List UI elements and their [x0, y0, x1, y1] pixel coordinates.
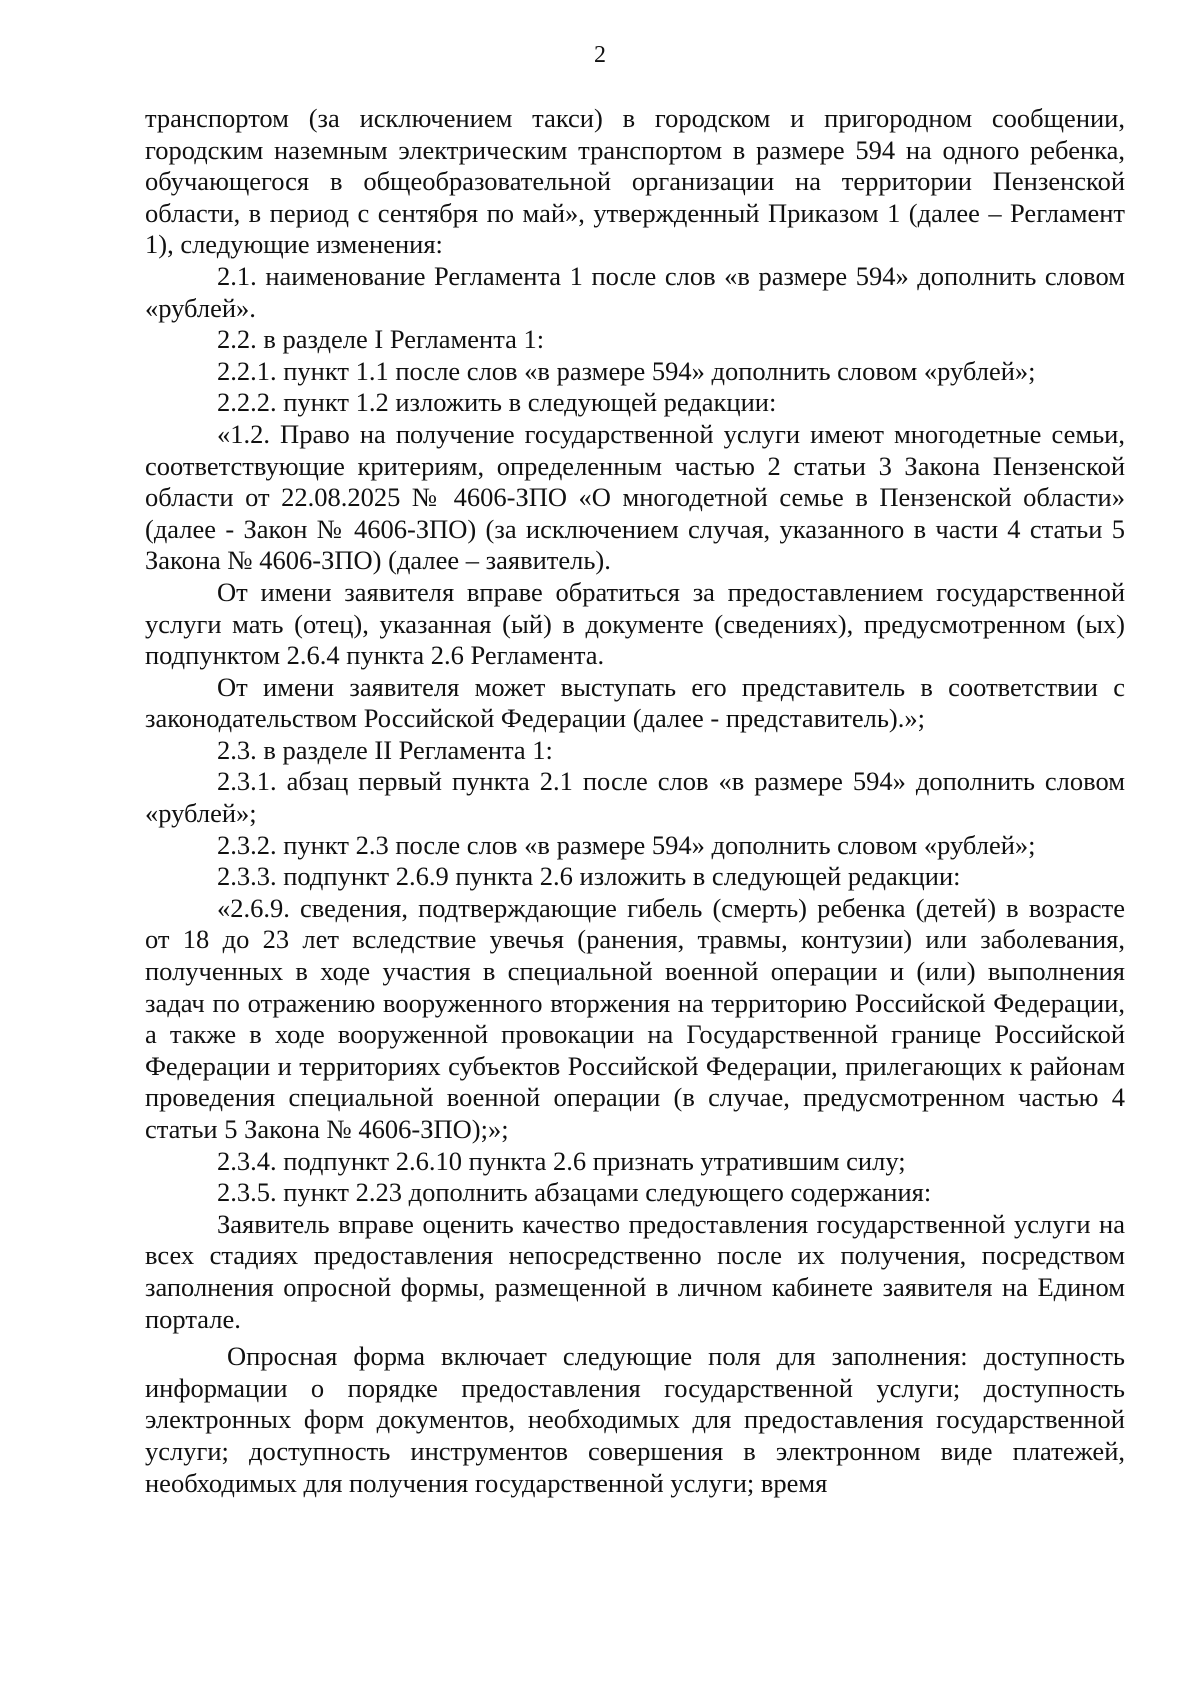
paragraph-2-3-1: 2.3.1. абзац первый пункта 2.1 после слов «в размере 594» дополнить словом «рублей»; [145, 766, 1125, 829]
paragraph-2-3-3: 2.3.3. подпункт 2.6.9 пункта 2.6 изложить в следующей редакции: [217, 861, 961, 892]
paragraph-quality-assessment: Заявитель вправе оценить качество предоставления государственной услуги на всех стадиях предоставления непосредственно после их получения, посредством заполнения опросной формы, размещенной в личном кабинете заявителя на Едином портале. [145, 1208, 1125, 1334]
paragraph-2-3-2: 2.3.2. пункт 2.3 после слов «в размере 594» дополнить словом «рублей»; [217, 829, 1036, 860]
paragraph-2-2-1: 2.2.1. пункт 1.1 после слов «в размере 594» дополнить словом «рублей»; [217, 355, 1036, 386]
paragraph-2-3: 2.3. в разделе II Регламента 1: [217, 734, 553, 765]
paragraph-2-3-4: 2.3.4. подпункт 2.6.10 пункта 2.6 признать утратившим силу; [217, 1145, 906, 1176]
paragraph-applicant-parent: От имени заявителя вправе обратиться за предоставлением государственной услуги мать (отец), указанная (ый) в документе (сведениях), предусмотренном (ых) подпунктом 2.6.4 пункта 2.6 Регламента. [145, 576, 1125, 671]
paragraph-survey-form: Опросная форма включает следующие поля для заполнения: доступность информации о порядке предоставления государственной услуги; доступность электронных форм документов, необходимых для предоставления государственной услуги; доступность инструментов совершения в электронном виде платежей, необходимых для получения государственной услуги; время [145, 1341, 1125, 1498]
paragraph-2-2: 2.2. в разделе I Регламента 1: [217, 324, 545, 355]
paragraph-2-3-5: 2.3.5. пункт 2.23 дополнить абзацами следующего содержания: [217, 1177, 932, 1208]
paragraph-applicant-representative: От имени заявителя может выступать его представитель в соответствии с законодательством Российской Федерации (далее - представитель).»; [145, 671, 1125, 734]
paragraph-regulation-title-continuation: транспортом (за исключением такси) в городском и пригородном сообщении, городским наземным электрическим транспортом в размере 594 на одного ребенка, обучающегося в общеобразовательной организации на территории Пензенской области, в период с сентября по май», утвержденный Приказом 1 (далее – Регламент 1), следующие изменения: [145, 103, 1125, 260]
paragraph-2-2-2: 2.2.2. пункт 1.2 изложить в следующей редакции: [217, 387, 777, 418]
paragraph-2-6-9-quote: «2.6.9. сведения, подтверждающие гибель (смерть) ребенка (детей) в возрасте от 18 до 23 лет вследствие увечья (ранения, травмы, контузии) или заболевания, полученных в ходе участия в специальной военной операции и (или) выполнения задач по отражению вооруженного вторжения на территорию Российской Федерации, а также в ходе вооруженной провокации на Государственной границе Российской Федерации и территориях субъектов Российской Федерации, прилегающих к районам проведения специальной военной операции (в случае, предусмотренном частью 4 статьи 5 Закона № 4606-ЗПО);»; [145, 892, 1125, 1144]
document-body [145, 103, 1125, 1499]
paragraph-2-1: 2.1. наименование Регламента 1 после слов «в размере 594» дополнить словом «рублей». [145, 260, 1125, 323]
paragraph-1-2-quote: «1.2. Право на получение государственной услуги имеют многодетные семьи, соответствующие критериям, определенным частью 2 статьи 3 Закона Пензенской области от 22.08.2025 № 4606-ЗПО «О многодетной семье в Пензенской области» (далее - Закон № 4606-ЗПО) (за исключением случая, указанного в части 4 статьи 5 Закона № 4606-ЗПО) (далее – заявитель). [145, 418, 1125, 576]
page-number: 2 [594, 42, 606, 68]
